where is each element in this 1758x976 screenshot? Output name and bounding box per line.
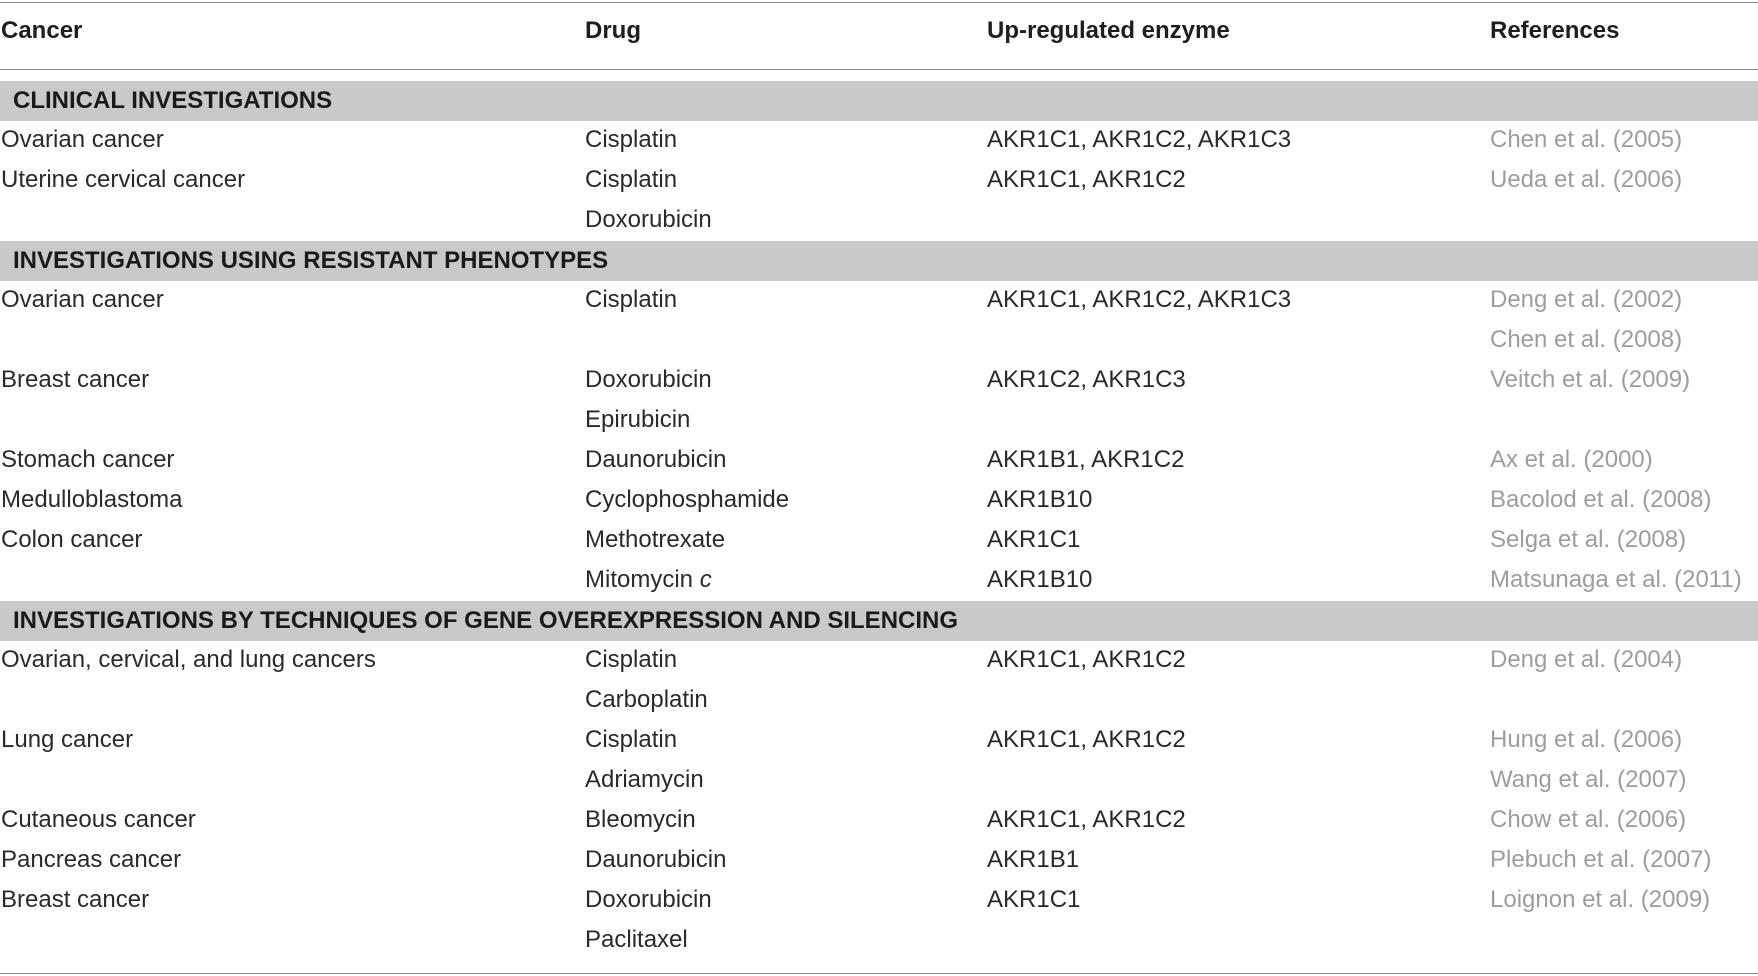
cell-reference: Deng et al. (2004): [1490, 646, 1683, 673]
table-header-row: [0, 0, 1758, 66]
table-row: [0, 881, 1758, 921]
table-row: [0, 761, 1758, 801]
header-references: References: [1490, 17, 1620, 44]
table-row: [0, 361, 1758, 401]
section-band-resistant-phenotypes: [0, 241, 1758, 281]
table-row: [0, 281, 1758, 321]
table-row: [0, 801, 1758, 841]
cell-cancer: Pancreas cancer: [1, 846, 182, 873]
cell-cancer: Ovarian, cervical, and lung cancers: [1, 646, 376, 673]
cell-enzyme: AKR1C1, AKR1C2: [987, 726, 1186, 753]
cell-drug: Paclitaxel: [585, 926, 688, 953]
header-cancer: Cancer: [1, 17, 83, 44]
cell-drug: Cisplatin: [585, 166, 678, 193]
table-row: [0, 521, 1758, 561]
cell-enzyme: AKR1C1: [987, 526, 1081, 553]
cell-cancer: Colon cancer: [1, 526, 143, 553]
cell-enzyme: AKR1C1, AKR1C2, AKR1C3: [987, 126, 1292, 153]
cell-cancer: Breast cancer: [1, 886, 150, 913]
cell-drug: Daunorubicin: [585, 846, 727, 873]
table-row: [0, 401, 1758, 441]
cell-reference: Matsunaga et al. (2011): [1490, 566, 1742, 593]
table-row: [0, 721, 1758, 761]
section-band-gene-overexpression: [0, 601, 1758, 641]
cell-drug: Epirubicin: [585, 406, 691, 433]
cell-drug: Adriamycin: [585, 766, 704, 793]
section-title: INVESTIGATIONS BY TECHNIQUES OF GENE OVEREXPRESSION AND SILENCING: [13, 607, 959, 634]
cell-reference: Ax et al. (2000): [1490, 446, 1653, 473]
cell-drug: Doxorubicin: [585, 206, 712, 233]
cell-enzyme: AKR1C1: [987, 886, 1081, 913]
drug-italic-suffix: c: [699, 566, 712, 593]
cell-cancer: Medulloblastoma: [1, 486, 183, 513]
header-drug: Drug: [585, 17, 641, 44]
cell-reference: Ueda et al. (2006): [1490, 166, 1683, 193]
cell-drug: Methotrexate: [585, 526, 726, 553]
cell-drug: Cisplatin: [585, 646, 678, 673]
cell-reference: Bacolod et al. (2008): [1490, 486, 1712, 513]
section-band-clinical: [0, 81, 1758, 121]
cell-cancer: Ovarian cancer: [1, 286, 164, 313]
cell-reference: Selga et al. (2008): [1490, 526, 1687, 553]
section-title: CLINICAL INVESTIGATIONS: [13, 87, 333, 114]
cell-reference: Deng et al. (2002): [1490, 286, 1683, 313]
table-row: [0, 481, 1758, 521]
cell-drug: Bleomycin: [585, 806, 696, 833]
cell-enzyme: AKR1C1, AKR1C2: [987, 646, 1186, 673]
cell-reference: Veitch et al. (2009): [1490, 366, 1691, 393]
section-title: INVESTIGATIONS USING RESISTANT PHENOTYPES: [13, 247, 609, 274]
cell-cancer: Lung cancer: [1, 726, 134, 753]
header-rule: [0, 69, 1758, 70]
table-row: [0, 561, 1758, 601]
table-row: [0, 321, 1758, 361]
drug-name: Mitomycin: [585, 566, 694, 593]
cell-cancer: Uterine cervical cancer: [1, 166, 246, 193]
table-row: [0, 681, 1758, 721]
cell-cancer: Stomach cancer: [1, 446, 175, 473]
cell-reference: Plebuch et al. (2007): [1490, 846, 1712, 873]
cell-reference: Loignon et al. (2009): [1490, 886, 1711, 913]
cell-enzyme: AKR1B10: [987, 486, 1093, 513]
cell-drug: Doxorubicin: [585, 886, 712, 913]
cell-cancer: Ovarian cancer: [1, 126, 164, 153]
table-row: [0, 201, 1758, 241]
cell-drug: Daunorubicin: [585, 446, 727, 473]
table-row: [0, 921, 1758, 961]
cell-reference: Chen et al. (2008): [1490, 326, 1683, 353]
table-row: [0, 641, 1758, 681]
cell-drug: Cisplatin: [585, 126, 678, 153]
cell-enzyme: AKR1C2, AKR1C3: [987, 366, 1186, 393]
header-enzyme: Up-regulated enzyme: [987, 17, 1230, 44]
cell-enzyme: AKR1C1, AKR1C2: [987, 166, 1186, 193]
cell-reference: Chow et al. (2006): [1490, 806, 1687, 833]
bottom-rule: [0, 973, 1758, 974]
cell-reference: Hung et al. (2006): [1490, 726, 1683, 753]
cell-cancer: Cutaneous cancer: [1, 806, 196, 833]
cell-drug: Carboplatin: [585, 686, 708, 713]
cell-enzyme: AKR1B10: [987, 566, 1093, 593]
cell-cancer: Breast cancer: [1, 366, 150, 393]
cell-enzyme: AKR1C1, AKR1C2: [987, 806, 1186, 833]
cell-reference: Wang et al. (2007): [1490, 766, 1687, 793]
cell-drug: [585, 565, 712, 595]
cell-reference: Chen et al. (2005): [1490, 126, 1683, 153]
table-row: [0, 441, 1758, 481]
cell-drug: Cisplatin: [585, 726, 678, 753]
cell-drug: Cisplatin: [585, 286, 678, 313]
cell-enzyme: AKR1B1, AKR1C2: [987, 446, 1185, 473]
cell-drug: Cyclophosphamide: [585, 486, 790, 513]
cell-enzyme: AKR1B1: [987, 846, 1080, 873]
table-row: [0, 161, 1758, 201]
cell-enzyme: AKR1C1, AKR1C2, AKR1C3: [987, 286, 1292, 313]
table-row: [0, 841, 1758, 881]
table-row: [0, 121, 1758, 161]
cell-drug: Doxorubicin: [585, 366, 712, 393]
